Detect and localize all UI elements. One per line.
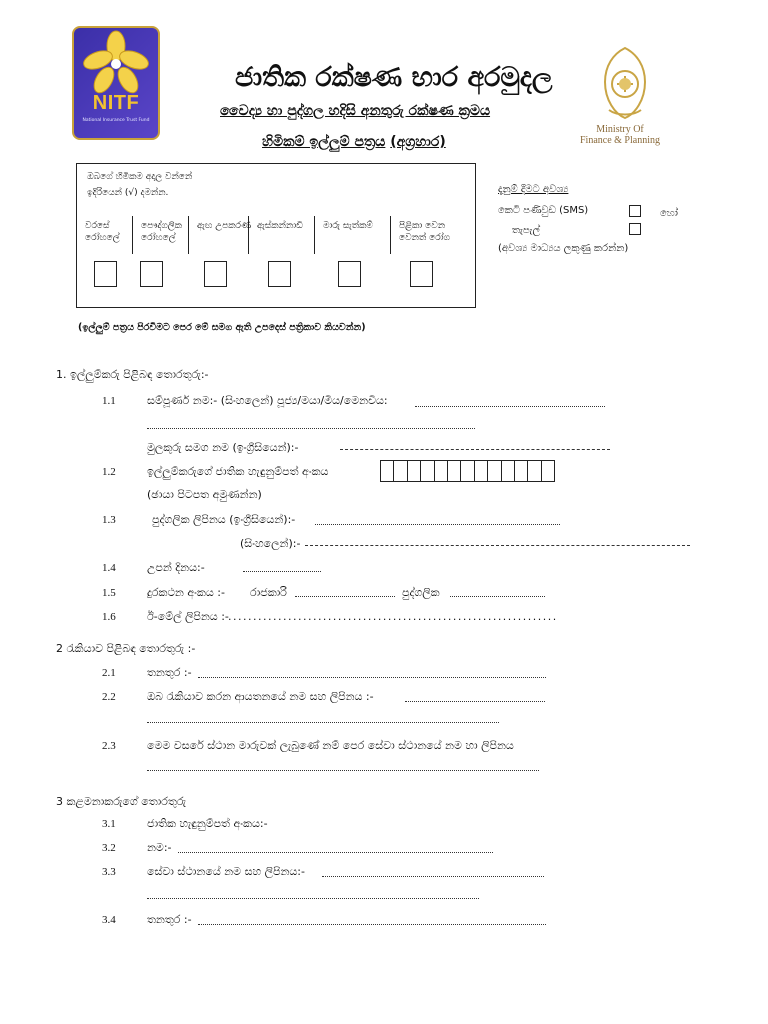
manager-title-input[interactable] [198,924,546,925]
item-number: 3.1 [102,818,116,830]
item-number: 3.2 [102,842,116,854]
item-number: 1.6 [102,611,116,623]
manager-workplace-input[interactable] [322,876,544,877]
section-1-title: 1. ඉල්ලුම්කරු පිළිබඳ තොරතුරු:- [56,368,209,381]
job-title-label: තනතුර :- [147,666,192,679]
form-title-suffix: (අග්‍රහාර) [390,134,446,150]
claim-column-label: රෝහලේ [141,233,176,243]
item-number: 2.3 [102,740,116,752]
nic-number-grid[interactable] [381,460,555,482]
manager-title-label: තනතුර :- [147,913,192,926]
item-number: 1.3 [102,514,116,526]
nic-digit-box[interactable] [407,460,421,482]
nic-digit-box[interactable] [487,460,501,482]
workplace-input[interactable] [405,701,545,702]
phone-office-label: රාජකාරි [250,586,287,599]
notify-post-checkbox[interactable] [629,223,641,235]
section-3-title: 3 කළමනාකරුගේ තොරතුරු [56,795,187,808]
full-name-input[interactable] [415,406,605,407]
previous-workplace-input[interactable] [147,770,539,771]
nic-digit-box[interactable] [434,460,448,482]
claim-column-5 [315,216,391,254]
item-number: 3.4 [102,914,116,926]
item-number: 1.4 [102,562,116,574]
nic-digit-box[interactable] [541,460,555,482]
manager-name-label: නම:- [147,841,172,854]
claim-column-4 [249,216,315,254]
claim-checkbox-equipment[interactable] [204,261,227,287]
claim-checkbox-government-hospital[interactable] [94,261,117,287]
phone-personal-input[interactable] [450,596,545,597]
claim-column-label: මාරු සැත්කම් [323,221,373,231]
claim-column-label: වෙනත් රෝග [399,233,451,243]
claim-column-label: ඇඟ උපකරණ [197,221,252,231]
job-title-input[interactable] [198,677,546,678]
government-emblem-icon [595,44,655,122]
notify-post-label: තැපැල් [512,225,541,236]
initials-name-input[interactable] [340,449,610,450]
nic-digit-box[interactable] [501,460,515,482]
ministry-line-1: Ministry Of [596,124,644,135]
full-name-input-line2[interactable] [147,428,475,429]
nic-digit-box[interactable] [380,460,394,482]
claim-column-6 [391,216,475,254]
ministry-line-2: Finance & Planning [580,135,660,146]
item-number: 1.5 [102,587,116,599]
dob-label: උපන් දිනය:- [147,561,205,574]
full-name-label: සම්පූර්ණ නම:- (සිංහලෙන්) පූජ්‍ය/මයා/මිය/මෙනවිය: [147,394,388,407]
form-title [262,134,446,150]
org-title: ජාතික රක්ෂණ භාර අරමුදල [235,62,553,93]
claim-column-label: පිළිකා වෙන [399,221,445,231]
initials-name-label: මුලකුරු සමග නම (ඉංග්‍රීසියෙන්):- [147,441,299,454]
manager-name-input[interactable] [178,852,493,853]
nic-digit-box[interactable] [393,460,407,482]
claim-checkbox-cancer-other[interactable] [410,261,433,287]
manager-nic-label: ජාතික හැඳුනුම්පත් අංකය:- [147,817,268,830]
dob-input[interactable] [243,571,321,572]
logo-subtext: National Insurance Trust Fund [82,118,150,123]
nic-copy-note: (ඡායා පිටපත අමුණන්න) [147,488,262,501]
claim-checkbox-private-hospital[interactable] [140,261,163,287]
form-title-main: හිමිකම් ඉල්ලුම් පත්‍රය [262,134,386,150]
nic-digit-box[interactable] [527,460,541,482]
logo-text: NITF [92,92,140,114]
nic-digit-box[interactable] [474,460,488,482]
nic-digit-box[interactable] [514,460,528,482]
claim-column-1 [77,216,133,254]
claim-box-heading-line2: ඉදිරියෙන් (√) දමන්න. [87,188,169,198]
instructions-note: (ඉල්ලුම් පත්‍රය පිරවීමට පෙර මේ සමග ඇති උපදෙස් පත්‍රිකාව කියවන්න) [78,322,366,333]
section-2-title: 2 රැකියාව පිළිබඳ තොරතුරු :- [56,642,196,655]
scheme-title: වෛද්‍ය හා පුද්ගල හදිසි අනතුරු රක්ෂණ ක්‍රමය [220,103,491,119]
address-sinhala-input[interactable] [305,545,690,546]
email-input[interactable]: .................................................................. [228,610,558,623]
phone-label: දුරකථන අංකය :- [147,586,225,599]
item-number: 3.3 [102,866,116,878]
notify-or-label: හෝ [660,208,678,219]
address-english-label: පුද්ගලික ලිපිනය (ඉංග්‍රීසියෙන්):- [152,513,296,526]
nic-digit-box[interactable] [420,460,434,482]
item-number: 2.1 [102,667,116,679]
nic-label: ඉල්ලුම්කරුගේ ජාතික හැඳුනුම්පත් අංකය [147,465,329,478]
flower-icon [74,30,158,100]
claim-box-heading [87,169,192,201]
notify-sms-checkbox[interactable] [629,205,641,217]
claim-checkbox-surgery[interactable] [338,261,361,287]
phone-office-input[interactable] [295,596,395,597]
nic-digit-box[interactable] [460,460,474,482]
address-english-input[interactable] [315,524,560,525]
manager-workplace-input-line2[interactable] [147,898,479,899]
claim-box-heading-line1: ඔබගේ හිමිකම අදාල වන්නේ [87,172,193,182]
nitf-logo [72,26,160,140]
item-number: 1.2 [102,466,116,478]
claim-checkbox-spectacles[interactable] [268,261,291,287]
claim-column-label: රෝහලේ [85,233,120,243]
item-number: 1.1 [102,395,116,407]
workplace-input-line2[interactable] [147,722,499,723]
nic-digit-box[interactable] [447,460,461,482]
item-number: 2.2 [102,691,116,703]
previous-workplace-label: මෙම වසරේ ස්ථාන මාරුවක් ලැබුණේ නම් පෙර සේවා ස්ථානයේ නම හා ලිපිනය [147,739,514,752]
phone-personal-label: පුද්ගලික [402,586,440,599]
claim-type-box [76,163,476,308]
notify-heading: දැනුම් දීමට අවශ්‍ය [498,184,569,195]
notify-sms-label: කෙටි පණිවුඩ (SMS) [498,205,589,216]
email-label: ඊ-මේල් ලිපිනය :- [147,610,229,623]
ministry-label [572,124,668,146]
claim-type-columns [77,216,475,254]
workplace-label: ඔබ රැකියාව කරන ආයතනයේ නම සහ ලිපිනය :- [147,690,374,703]
claim-column-3 [189,216,252,254]
manager-workplace-label: සේවා ස්ථානයේ නම සහ ලිපිනය:- [147,865,305,878]
claim-column-label: ඇස්කන්නාඩි [257,221,303,231]
claim-column-label: වරසේ [85,221,110,231]
address-sinhala-label: (සිංහලෙන්):- [240,537,301,550]
claim-column-label: පෞද්ගලික [141,221,182,231]
claim-column-2 [133,216,189,254]
notify-note: (අවශ්‍ය මාධ්‍යය ලකුණු කරන්න) [498,243,629,254]
